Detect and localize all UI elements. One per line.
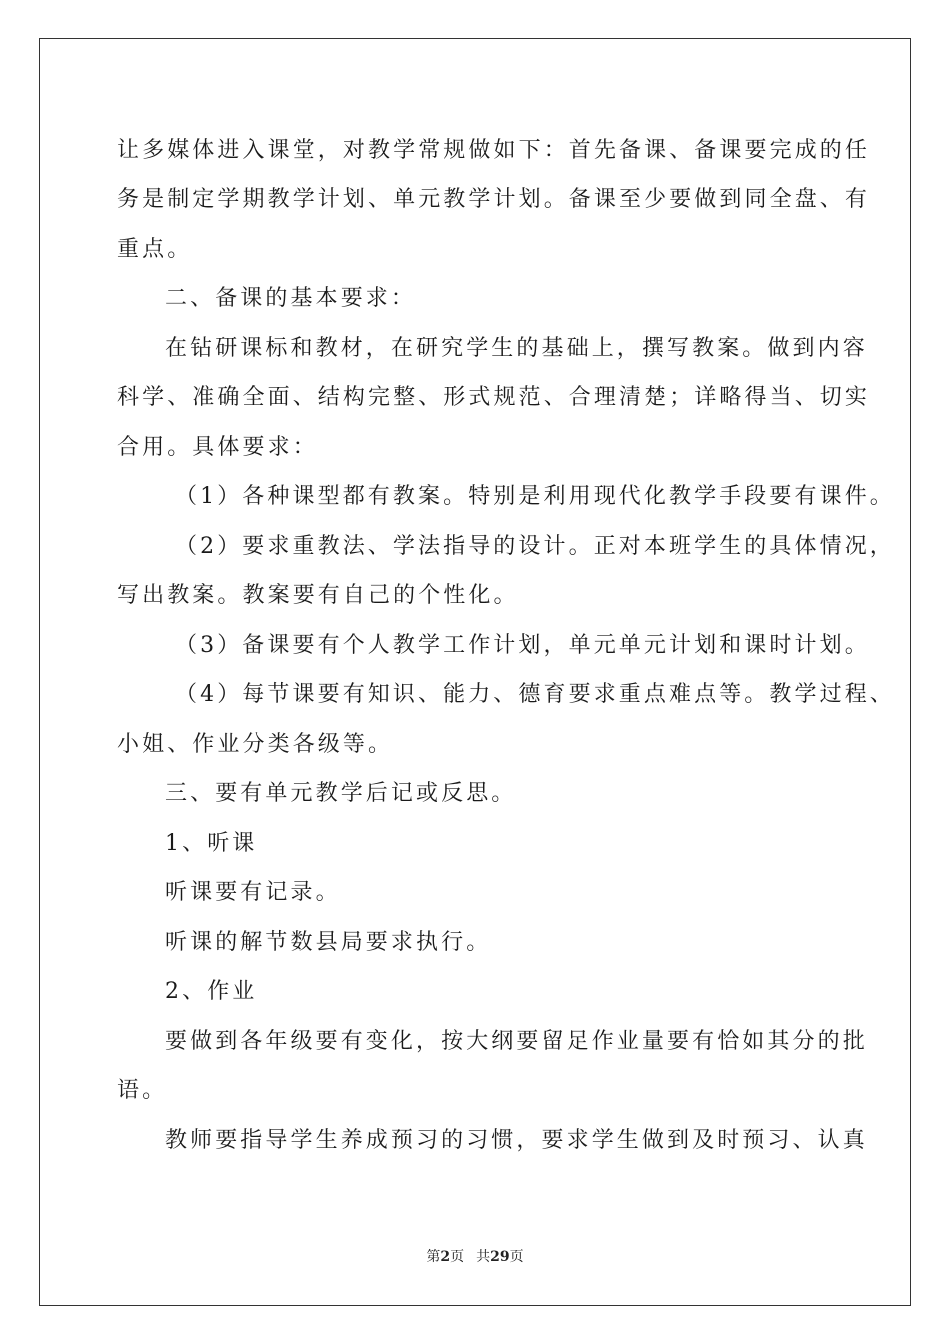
text-line: 语。 (117, 1078, 168, 1103)
text-line: 务是制定学期教学计划、单元教学计划。备课至少要做到同全盘、有 (117, 187, 871, 212)
text-line: 听课的解节数县局要求执行。 (165, 930, 492, 955)
list-item: （2）要求重教法、学法指导的设计。正对本班学生的具体情况， (175, 534, 895, 559)
page-prefix: 第 (426, 1249, 441, 1265)
page-number: 2 (440, 1249, 451, 1265)
list-item: （1）各种课型都有教案。特别是利用现代化教学手段要有课件。 (175, 484, 895, 509)
total-suffix: 页 (509, 1249, 524, 1265)
text-line: 科学、准确全面、结构完整、形式规范、合理清楚；详略得当、切实 (117, 385, 871, 410)
section-heading: 三、要有单元教学后记或反思。 (165, 781, 517, 806)
text-line: 要做到各年级要有变化，按大纲要留足作业量要有恰如其分的批 (165, 1029, 868, 1054)
subsection-heading: 2、作业 (165, 979, 258, 1004)
page-footer (0, 1247, 950, 1267)
subsection-heading: 1、听课 (165, 831, 258, 856)
text-line: 写出教案。教案要有自己的个性化。 (117, 583, 519, 608)
text-line: 让多媒体进入课堂，对教学常规做如下：首先备课、备课要完成的任 (117, 138, 871, 163)
text-line: 教师要指导学生养成预习的习惯，要求学生做到及时预习、认真 (165, 1128, 868, 1153)
text-line: 合用。具体要求： (117, 435, 318, 460)
section-heading: 二、备课的基本要求： (165, 286, 417, 311)
text-line: 重点。 (117, 237, 193, 262)
total-prefix: 共 (476, 1249, 491, 1265)
text-line: 听课要有记录。 (165, 880, 341, 905)
text-line: 小姐、作业分类各级等。 (117, 732, 394, 757)
total-pages: 29 (490, 1249, 510, 1265)
list-item: （3）备课要有个人教学工作计划，单元单元计划和课时计划。 (175, 633, 870, 658)
page-suffix: 页 (450, 1249, 465, 1265)
list-item: （4）每节课要有知识、能力、德育要求重点难点等。教学过程、 (175, 682, 895, 707)
text-line: 在钻研课标和教材，在研究学生的基础上，撰写教案。做到内容 (165, 336, 868, 361)
